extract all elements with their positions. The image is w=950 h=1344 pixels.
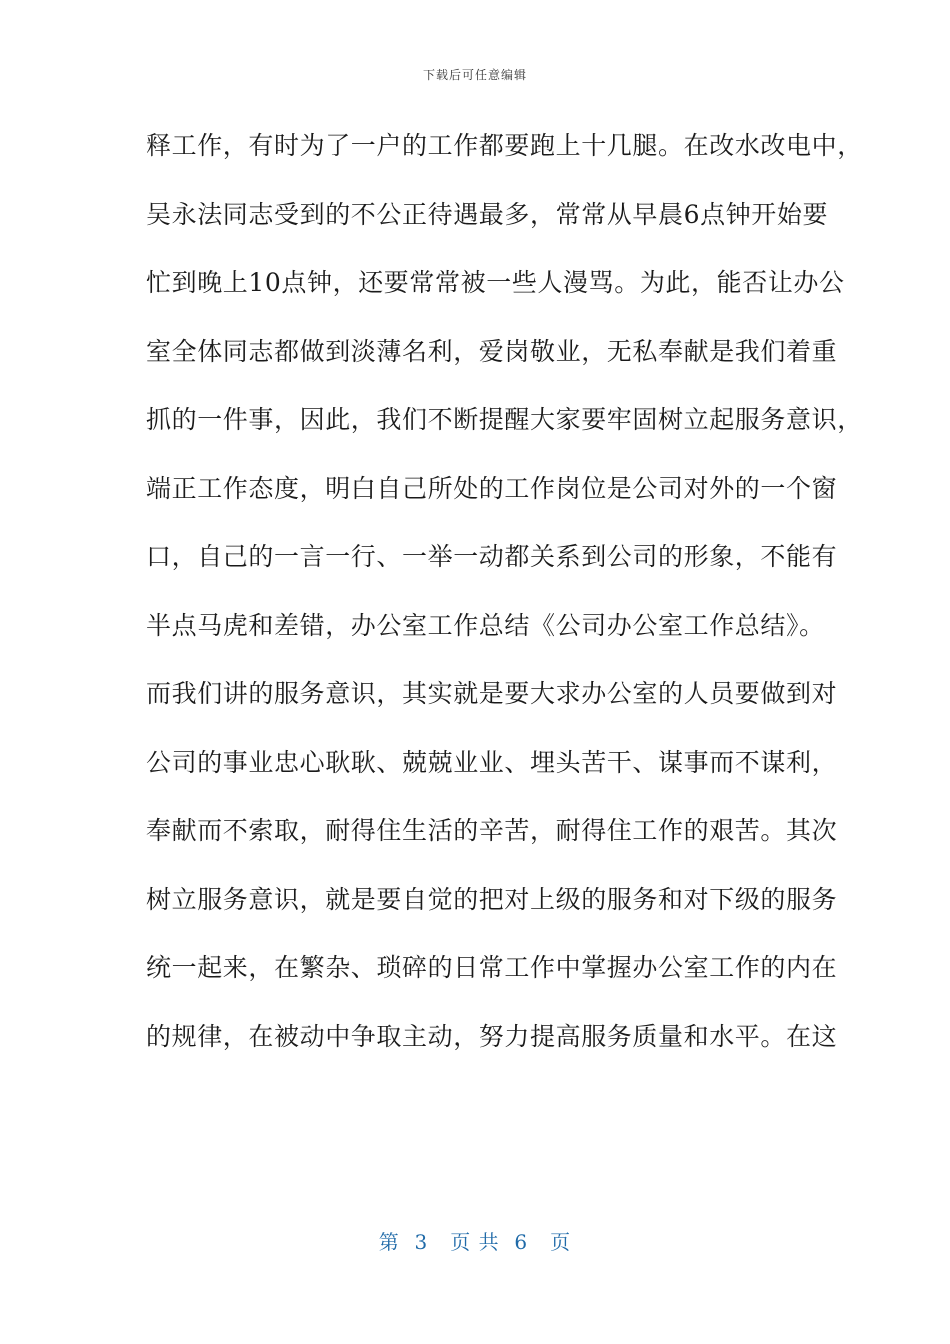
body-line: 奉献而不索取，耐得住生活的辛苦，耐得住工作的艰苦。其次 xyxy=(146,816,838,845)
body-line: 抓的一件事，因此，我们不断提醒大家要牢固树立起服务意识， xyxy=(146,405,863,434)
body-line: 公司的事业忠心耿耿、兢兢业业、埋头苦干、谋事而不谋利， xyxy=(146,747,838,777)
body-line: 而我们讲的服务意识，其实就是要大求办公室的人员要做到对 xyxy=(146,679,838,708)
body-line: 半点马虎和差错，办公室工作总结《公司办公室工作总结》。 xyxy=(146,610,825,640)
body-line: 吴永法同志受到的不公正待遇最多，常常从早晨6点钟开始要 xyxy=(146,199,829,229)
body-line: 室全体同志都做到淡薄名利，爱岗敬业，无私奉献是我们着重 xyxy=(146,336,838,366)
body-line: 统一起来，在繁杂、琐碎的日常工作中掌握办公室工作的内在 xyxy=(146,953,838,982)
body-line: 树立服务意识，就是要自觉的把对上级的服务和对下级的服务 xyxy=(146,884,838,914)
body-line: 释工作，有时为了一户的工作都要跑上十几腿。在改水改电中， xyxy=(146,131,863,160)
body-line: 端正工作态度，明白自己所处的工作岗位是公司对外的一个窗 xyxy=(146,473,838,503)
body-line: 忙到晚上10点钟，还要常常被一些人漫骂。为此，能否让办公 xyxy=(146,268,845,297)
page-header: 下载后可任意编辑 xyxy=(422,68,527,82)
document-body xyxy=(146,124,863,1083)
page-number-footer: 第 3 页 共 6 页 xyxy=(378,1230,572,1254)
body-line: 口，自己的一言一行、一举一动都关系到公司的形象，不能有 xyxy=(146,542,838,571)
body-line: 的规律，在被动中争取主动，努力提高服务质量和水平。在这 xyxy=(146,1021,838,1051)
